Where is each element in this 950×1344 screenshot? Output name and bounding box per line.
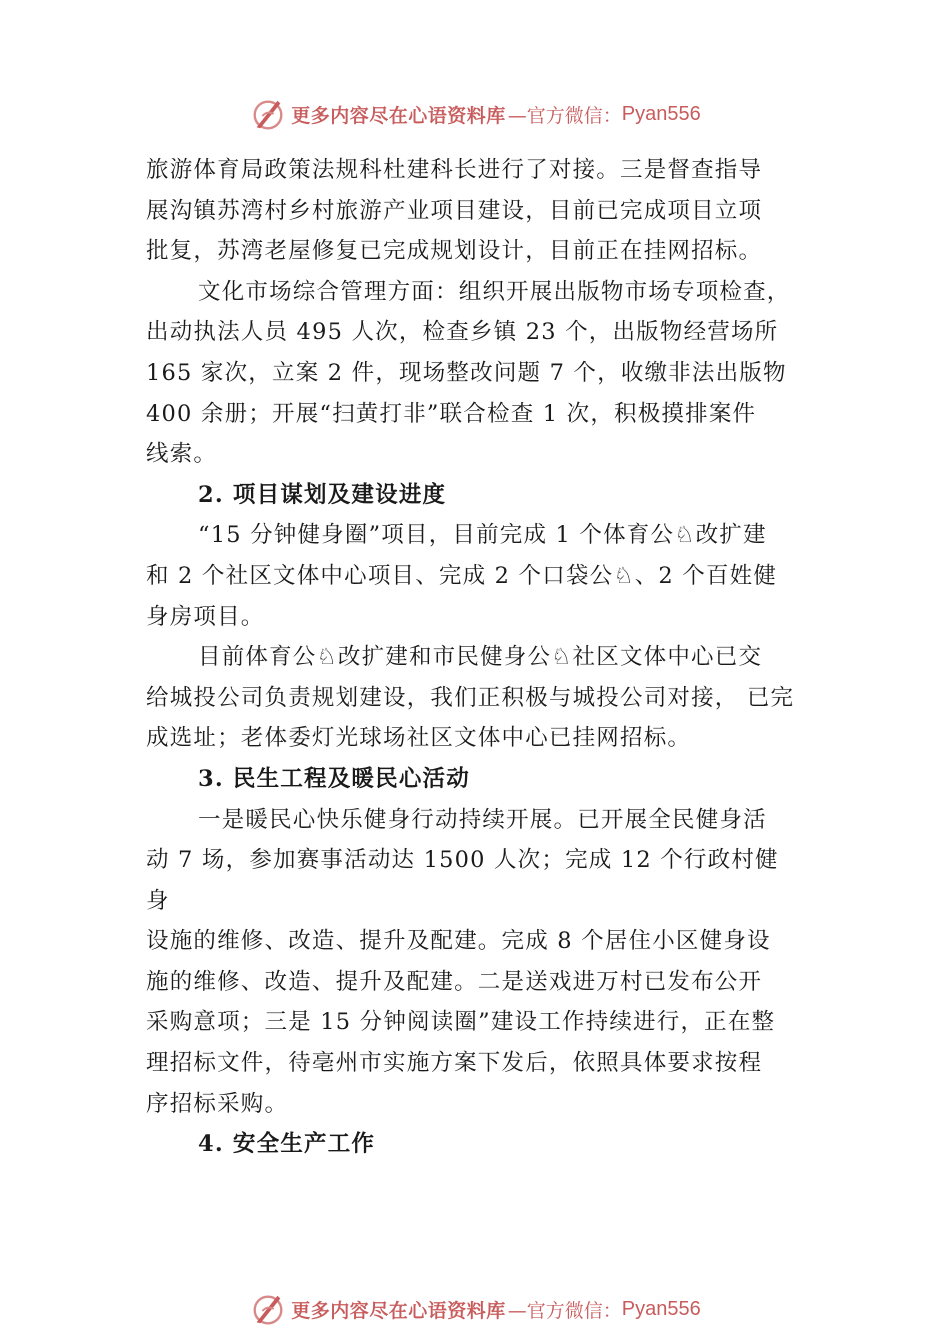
text-line: 旅游体育局政策法规科杜建科长进行了对接。三是督查指导 (146, 157, 763, 183)
text-line: 序招标采购。 (146, 1090, 289, 1117)
header-banner (0, 94, 950, 134)
text-line: “15 分钟健身圈”项目，目前完成 1 个体育公♘改扩建 (198, 522, 767, 549)
banner-wechat-label: —官方微信： (507, 104, 622, 127)
footer-banner (0, 1289, 950, 1329)
text-line: 成选址；老体委灯光球场社区文体中心已挂网招标。 (146, 725, 692, 752)
text-line: 400 余册；开展“扫黄打非”联合检查 1 次，积极摸排案件 (146, 400, 757, 427)
banner-wechat-label: —官方微信： (507, 1299, 622, 1322)
text-line: 理招标文件，待亳州市实施方案下发后，依照具体要求按程 (146, 1050, 763, 1077)
section-heading: 4. 安全生产工作 (198, 1131, 376, 1158)
banner-wechat-id: Pyan556 (621, 102, 701, 125)
banner-wechat-id: Pyan556 (621, 1297, 701, 1320)
text-line: 施的维修、改造、提升及配建。二是送戏进万村已发布公开 (146, 968, 763, 995)
banner-title: 更多内容尽在心语资料库 (291, 104, 506, 127)
text-line: 给城投公司负责规划建设，我们正积极与城投公司对接， 已完 (146, 684, 795, 711)
text-line: 和 2 个社区文体中心项目、完成 2 个口袋公♘、2 个百姓健 (146, 562, 778, 589)
text-line: 动 7 场，参加赛事活动达 1500 人次；完成 12 个行政村健 (146, 847, 779, 874)
banner-title: 更多内容尽在心语资料库 (291, 1299, 506, 1322)
section-heading: 3. 民生工程及暖民心活动 (198, 765, 470, 792)
document-body (146, 150, 822, 1165)
text-line: 身 (146, 887, 170, 914)
section-heading: 2. 项目谋划及建设进度 (198, 481, 447, 508)
quill-seal-icon (249, 1290, 287, 1328)
text-line: 身房项目。 (146, 603, 265, 630)
text-line: 展沟镇苏湾村乡村旅游产业项目建设，目前已完成项目立项 (146, 197, 763, 224)
text-line: 线索。 (146, 441, 218, 468)
text-line: 目前体育公♘改扩建和市民健身公♘社区文体中心已交 (198, 644, 763, 671)
text-line: 165 家次，立案 2 件，现场整改问题 7 个，收缴非法出版物 (146, 359, 787, 386)
quill-seal-icon (249, 95, 287, 133)
text-line: 一是暖民心快乐健身行动持续开展。已开展全民健身活 (198, 806, 767, 833)
text-line: 批复，苏湾老屋修复已完成规划设计，目前正在挂网招标。 (146, 238, 763, 265)
text-line: 文化市场综合管理方面：组织开展出版物市场专项检查， (198, 278, 791, 305)
text-line: 采购意项；三是 15 分钟阅读圈”建设工作持续进行，正在整 (146, 1009, 776, 1036)
text-line: 出动执法人员 495 人次，检查乡镇 23 个，出版物经营场所 (146, 319, 779, 346)
text-line: 设施的维修、改造、提升及配建。完成 8 个居住小区健身设 (146, 928, 771, 955)
